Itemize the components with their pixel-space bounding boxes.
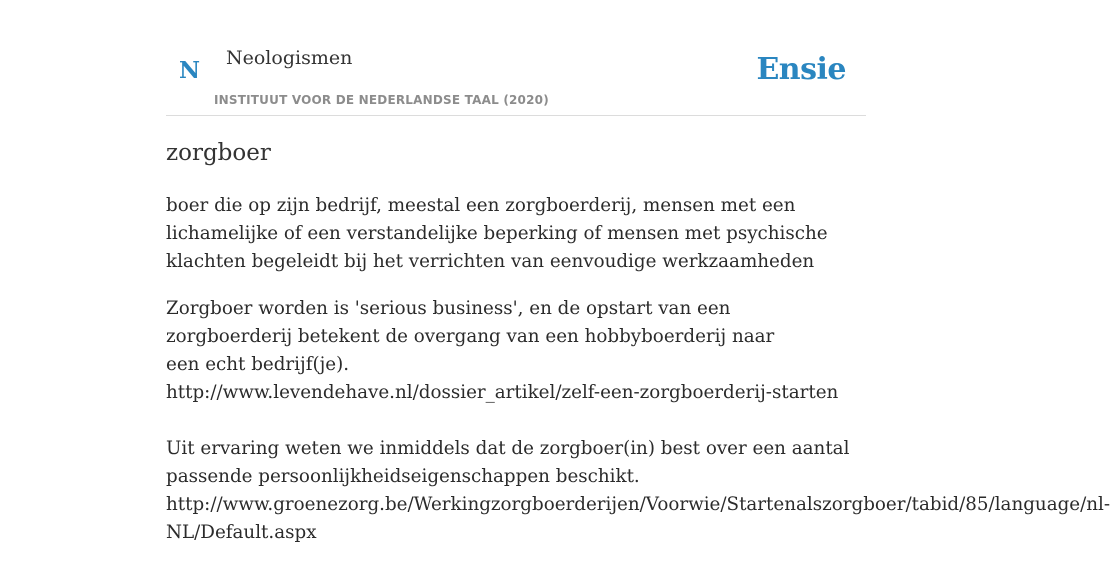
example-source-url: http://www.levendehave.nl/dossier_artikel/zelf-een-zorgboerderij-starten xyxy=(166,382,839,403)
example-text: Uit ervaring weten we inmiddels dat de zorgboer(in) best over een aantal passende persoonlijkheidseigenschappen beschikt. xyxy=(166,438,850,487)
source-logo-icon[interactable]: N xyxy=(179,57,201,84)
example-item xyxy=(166,295,1026,407)
example-source-url-continued: NL/Default.aspx xyxy=(166,522,317,543)
source-publisher: INSTITUUT VOOR DE NEDERLANDSE TAAL (2020) xyxy=(214,93,549,107)
source-header xyxy=(166,40,866,116)
brand-logo[interactable]: Ensie xyxy=(756,52,846,87)
example-item xyxy=(166,435,1110,547)
example-source-url: http://www.groenezorg.be/Werkingzorgboerderijen/Voorwie/Startenalszorgboer/tabid/85/language/nl- xyxy=(166,494,1110,515)
entry-definition: boer die op zijn bedrijf, meestal een zorgboerderij, mensen met een lichamelijke of een verstandelijke beperking of mensen met psychische klachten begeleidt bij het verrichten van eenvoudige werkzaamheden xyxy=(166,195,828,272)
entry-examples xyxy=(166,295,1110,575)
source-name-link[interactable]: Neologismen xyxy=(226,47,353,69)
example-text: Zorgboer worden is 'serious business', en de opstart van een zorgboerderij betekent de overgang van een hobbyboerderij naar een echt bedrijf(je). xyxy=(166,298,775,375)
entry-headword: zorgboer xyxy=(166,140,271,166)
